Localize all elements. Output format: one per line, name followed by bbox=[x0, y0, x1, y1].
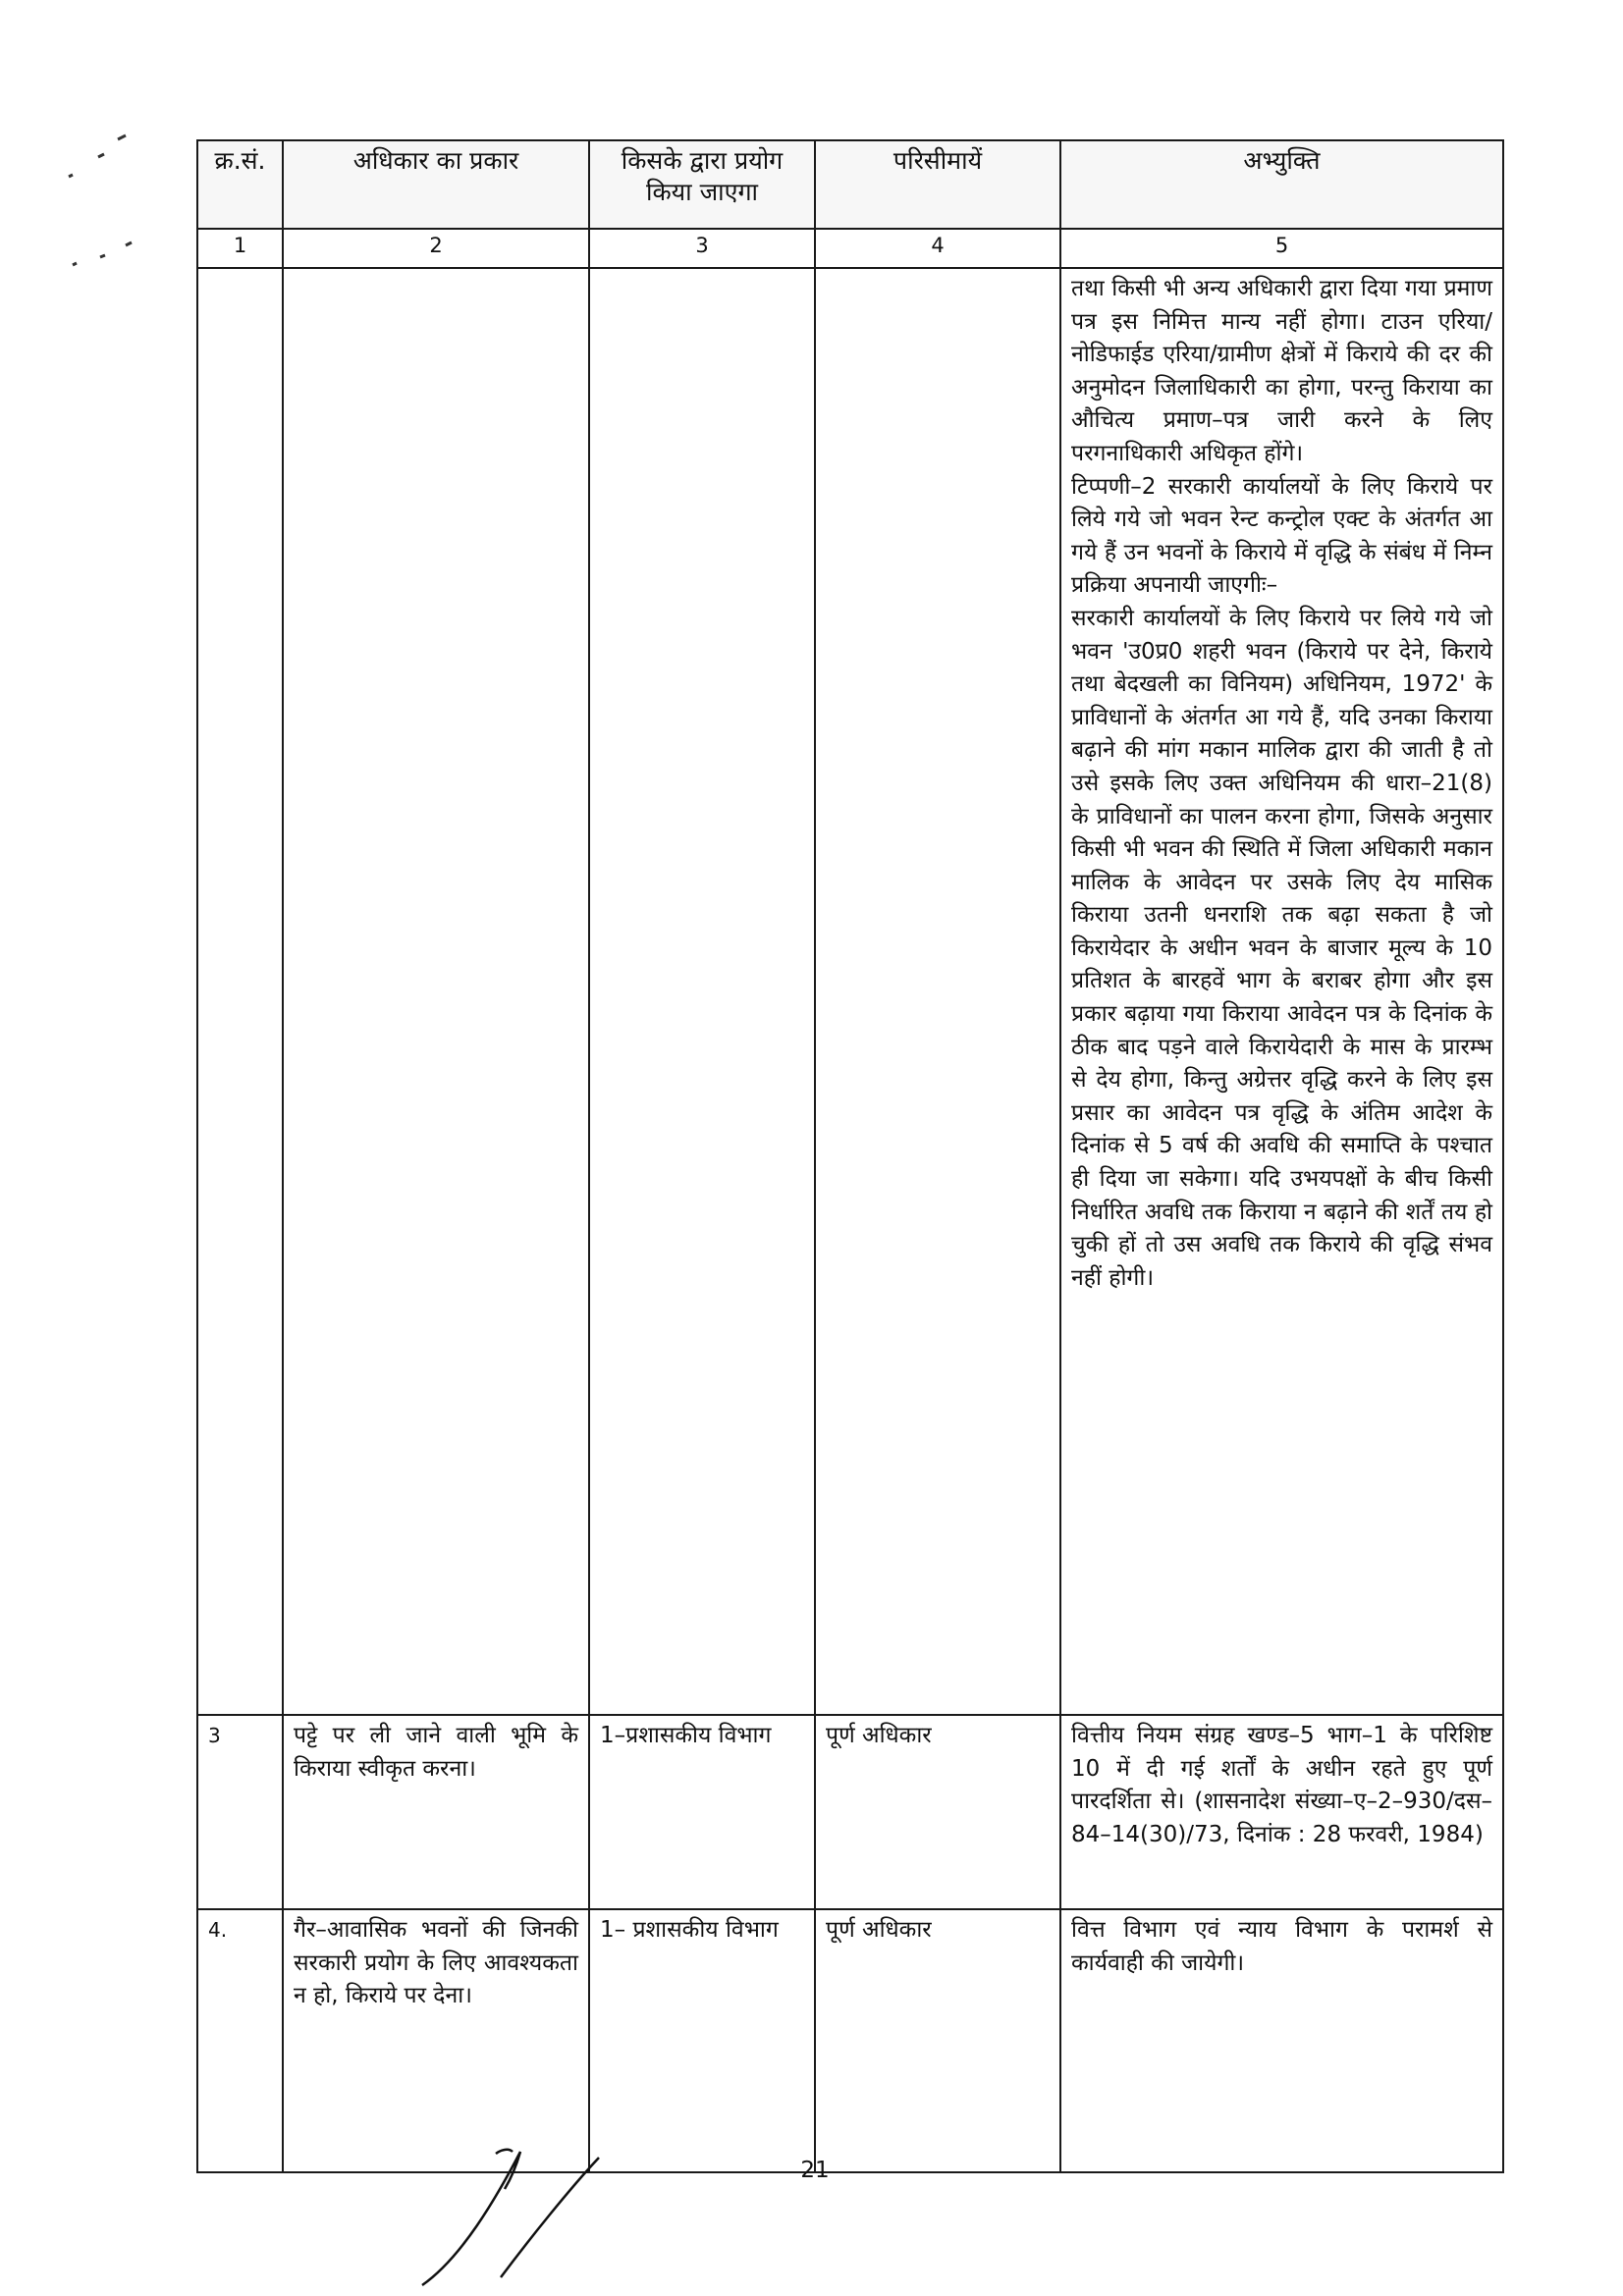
header-serial: क्र.सं. bbox=[197, 140, 283, 229]
table-row bbox=[197, 1715, 1503, 1909]
scan-marks bbox=[39, 118, 147, 275]
column-number-row bbox=[197, 229, 1503, 268]
column-number: 1 bbox=[197, 229, 283, 268]
exercised-by: 1– प्रशासकीय विभाग bbox=[600, 1917, 779, 1943]
serial-number: 3 bbox=[197, 1715, 283, 1909]
table-header-row bbox=[197, 140, 1503, 229]
remarks: वित्त विभाग एवं न्याय विभाग के परामर्श से कार्यवाही की जायेगी। bbox=[1071, 1917, 1492, 1976]
page-number: 21 bbox=[800, 2158, 830, 2183]
serial-cell bbox=[197, 268, 283, 1715]
table-row-continued bbox=[197, 268, 1503, 1715]
column-number: 3 bbox=[589, 229, 815, 268]
delegation-table bbox=[196, 139, 1504, 2173]
header-limits: परिसीमायें bbox=[815, 140, 1060, 229]
limits: पूर्ण अधिकार bbox=[826, 1723, 932, 1748]
power-type: गैर–आवासिक भवनों की जिनकी सरकारी प्रयोग के लिए आवश्यकता न हो, किराये पर देना। bbox=[294, 1917, 578, 2009]
header-remarks: अभ्युक्ति bbox=[1060, 140, 1503, 229]
remarks: वित्तीय नियम संग्रह खण्ड–5 भाग–1 के परिशिष्ट 10 में दी गई शर्तों के अधीन रहते हुए पूर्ण पारदर्शिता से। (शासनादेश संख्या–ए–2–930/दस–84–14(30)/73, दिनांक : 28 फरवरी, 1984) bbox=[1071, 1723, 1492, 1847]
limits: पूर्ण अधिकार bbox=[826, 1917, 932, 1943]
power-cell bbox=[283, 268, 589, 1715]
signature bbox=[403, 2140, 628, 2287]
limits-cell bbox=[815, 268, 1060, 1715]
column-number: 5 bbox=[1060, 229, 1503, 268]
remarks-text: तथा किसी भी अन्य अधिकारी द्वारा दिया गया प्रमाण पत्र इस निमित्त मान्य नहीं होगा। टाउन एरिया/नोडिफाईड एरिया/ग्रामीण क्षेत्रों में किराये की दर की अनुमोदन जिलाधिकारी का होगा, परन्तु किराया का औचित्य प्रमाण–पत्र जारी करने के लिए परगनाधिकारी अधिकृत होंगे। bbox=[1071, 276, 1492, 466]
by-whom-cell bbox=[589, 268, 815, 1715]
column-number: 4 bbox=[815, 229, 1060, 268]
remarks-cell bbox=[1060, 268, 1503, 1715]
note-intro: टिप्पणी–2 सरकारी कार्यालयों के लिए किराये पर लिये गये जो भवन रेन्ट कन्ट्रोल एक्ट के अंतर्गत आ गये हैं उन भवनों के किराये में वृद्धि के संबंध में निम्न प्रक्रिया अपनायी जाएगीः– bbox=[1071, 473, 1492, 599]
header-power-type: अधिकार का प्रकार bbox=[283, 140, 589, 229]
column-number: 2 bbox=[283, 229, 589, 268]
exercised-by: 1–प्रशासकीय विभाग bbox=[600, 1723, 772, 1748]
table-row bbox=[197, 1909, 1503, 2172]
header-exercised-by: किसके द्वारा प्रयोग किया जाएगा bbox=[589, 140, 815, 229]
serial-number: 4. bbox=[197, 1909, 283, 2172]
note-body: सरकारी कार्यालयों के लिए किराये पर लिये गये जो भवन 'उ0प्र0 शहरी भवन (किराये पर देने, किराये तथा बेदखली का विनियम) अधिनियम, 1972' के प्राविधानों के अंतर्गत आ गये हैं, यदि उनका किराया बढ़ाने की मांग मकान मालिक द्वारा की जाती है तो उसे इसके लिए उक्त अधिनियम की धारा–21(8) के प्राविधानों का पालन करना होगा, जिसके अनुसार किसी भी भवन की स्थिति में जिला अधिकारी मकान मालिक के आवेदन पर उसके लिए देय मासिक किराया उतनी धनराशि तक बढ़ा सकता है जो किरायेदार के अधीन भवन के बाजार मूल्य के 10 प्रतिशत के बारहवें भाग के बराबर होगा और इस प्रकार बढ़ाया गया किराया आवेदन पत्र के दिनांक के ठीक बाद पड़ने वाले किरायेदारी के मास के प्रारम्भ से देय होगा, किन्तु अग्रेत्तर वृद्धि करने के लिए इस प्रसार का आवेदन पत्र वृद्धि के अंतिम आदेश के दिनांक से 5 वर्ष की अवधि की समाप्ति के पश्चात ही दिया जा सकेगा। यदि उभयपक्षों के बीच किसी निर्धारित अवधि तक किराया न बढ़ाने की शर्तें तय हो चुकी हों तो उस अवधि तक किराये की वृद्धि संभव नहीं होगी। bbox=[1071, 605, 1492, 1291]
power-type: पट्टे पर ली जाने वाली भूमि के किराया स्वीकृत करना। bbox=[294, 1723, 578, 1782]
